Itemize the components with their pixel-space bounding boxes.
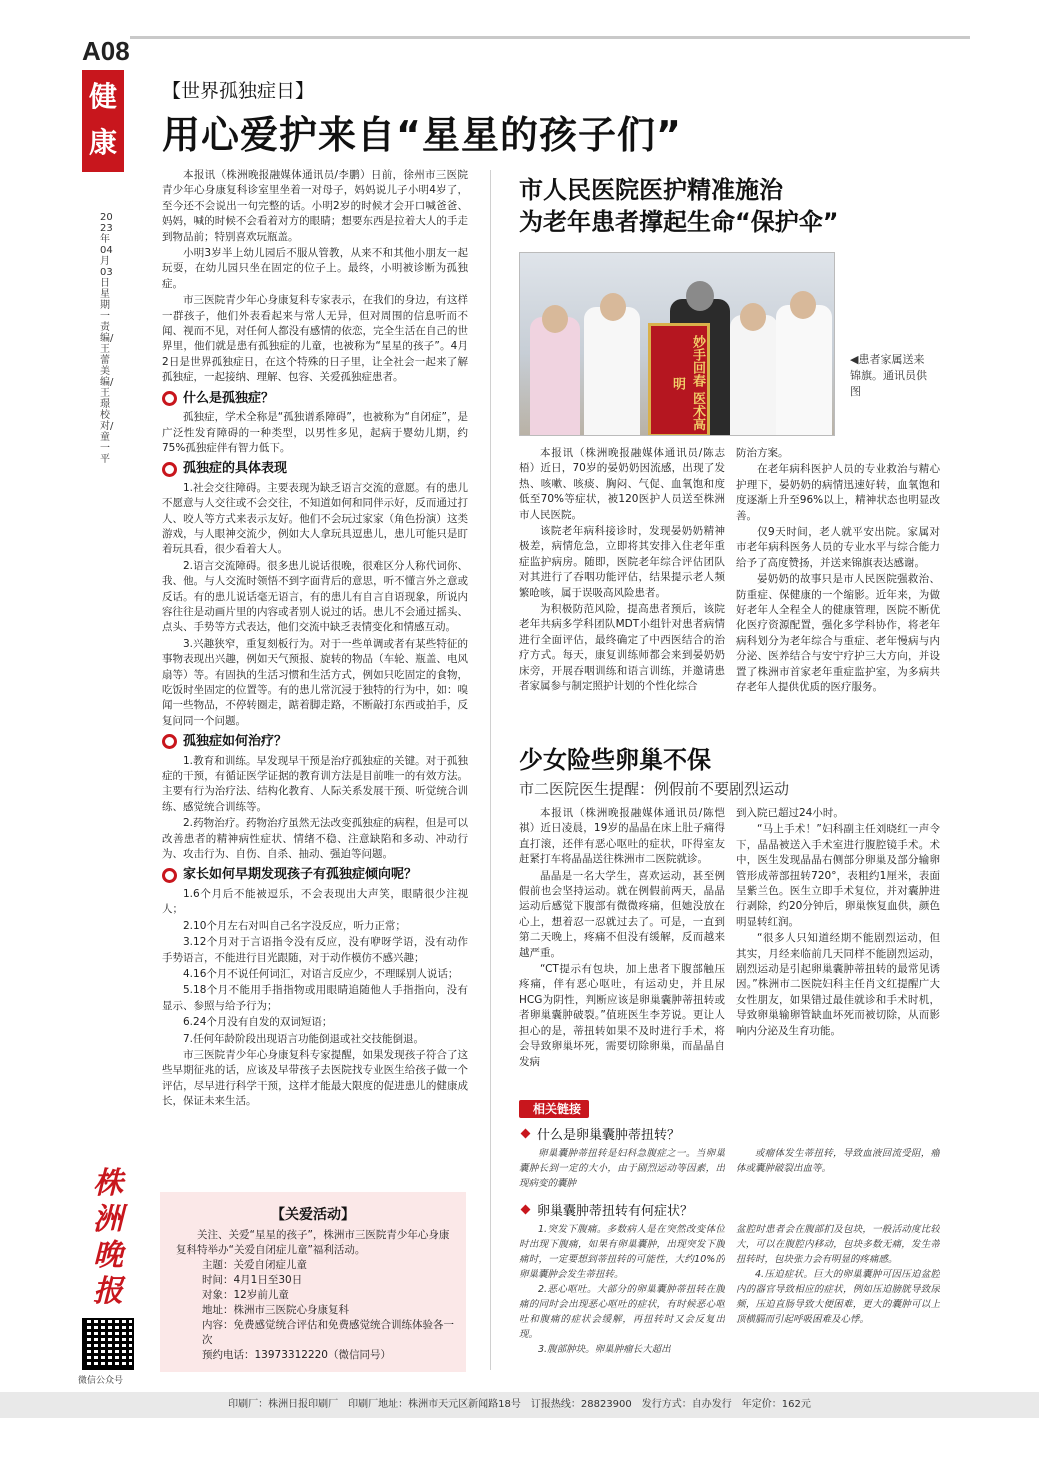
intro-paragraph: 市三医院青少年心身康复科专家表示，在我们的身边，有这样一群孩子，他们外表看起来与常人无异，但对周围的信息听而不闻、视而不见，对任何人都没有感情的依恋，完全生活在自己的世界里，他们就是患有孤独症的儿童，也被称为“星星的孩子”。4月2日是世界孤独症日，在这个特殊的日子里，让全社会一起来了解孤独症，一起接纳、理解、包容、关爱孤独症患者。 bbox=[162, 294, 468, 384]
qr-code-icon[interactable] bbox=[82, 1318, 134, 1370]
article2-col1 bbox=[519, 446, 725, 742]
paragraph: 2.语言交流障碍。很多患儿说话很晚，很难区分人称代词你、我、他。与人交流时领悟不到字面背后的意思，听不懂言外之意或反话。有的患儿说话毫无语言，有的患儿有自言自语现象，所说内容往往是动画片里的内容或者别人说过的话。患儿不会通过摇头、点头、手势等方式表达，他们交流中缺乏表情变化和情感互动。 bbox=[162, 559, 468, 634]
article3-subtitle: 市二医院医生提醒：例假前不要剧烈运动 bbox=[519, 780, 790, 798]
intro-paragraph: 本报讯（株洲晚报融媒体通讯员/李鹏）日前，徐州市三医院青少年心身康复科诊室里坐着一对母子，妈妈说儿子小明4岁了，至今还不会说出一句完整的话。小明2岁的时候才会开口喊爸爸、妈妈，喊的时候不会看着对方的眼睛；想要东西是拉着大人的手走到物品前；特别喜欢玩瓶盖。 bbox=[162, 169, 468, 243]
care-activity-line: 主题：关爱自闭症儿童 bbox=[202, 1259, 307, 1271]
section-heading: 家长如何早期发现孩子有孤独症倾向呢？ bbox=[162, 867, 468, 882]
photo-person bbox=[530, 317, 580, 435]
paragraph: “CT提示有包块，加上患者下腹部触压疼痛，伴有恶心呕吐，有运动史，并且尿HCG为阴性，判断应该是卵巢囊肿蒂扭转或者卵巢囊肿破裂。”值班医生李芳说。更让人担心的是，蒂扭转如果不及时进行手术，将会导致卵巢坏死，需要切除卵巢，而晶晶自发病 bbox=[519, 963, 725, 1068]
photo-person bbox=[730, 315, 778, 435]
related-answer-right bbox=[736, 1146, 940, 1194]
paragraph: 或瘤体发生蒂扭转，导致血液回流受阻，瘤体或囊肿破裂出血等。 bbox=[736, 1148, 940, 1174]
care-activity-line: 对象：12岁前儿童 bbox=[202, 1289, 289, 1301]
paragraph: 该院老年病科接诊时，发现晏奶奶精神极差，病情危急，立即将其安排入住老年重症监护病房。随即，医院老年综合评估团队对其进行了吞咽功能评估，结果提示老人频繁呛咳，属于误吸高风险患者。 bbox=[519, 525, 725, 599]
paragraph: 6.24个月没有自发的双词短语； bbox=[183, 1016, 333, 1029]
paragraph: 2.10个月左右对叫自己名字没反应，听力正常； bbox=[183, 919, 406, 932]
paragraph: 3.腹部肿块。卵巢肿瘤长大超出 bbox=[538, 1344, 671, 1355]
paragraph: 4.16个月不说任何词汇，对语言反应少，不理睬别人说话； bbox=[183, 967, 459, 980]
related-answer-left bbox=[519, 1146, 725, 1194]
newspaper-logo: 株洲晚报 bbox=[93, 1166, 123, 1309]
section-label: 健康 bbox=[82, 70, 124, 172]
care-activity-line: 时间：4月1日至30日 bbox=[202, 1274, 303, 1286]
circle-bullet-icon bbox=[162, 868, 177, 883]
paragraph: 防治方案。 bbox=[736, 447, 789, 459]
care-activity-body bbox=[160, 1224, 466, 1363]
care-activity-title: 【关爱活动】 bbox=[271, 1207, 355, 1223]
circle-bullet-icon bbox=[162, 462, 177, 477]
diamond-bullet-icon bbox=[521, 1129, 531, 1139]
paragraph: 到入院已超过24小时。 bbox=[736, 807, 844, 819]
paragraph: “很多人只知道经期不能剧烈运动，但其实，月经来临前几天同样不能剧烈运动，剧烈运动是引起卵巢囊肿蒂扭转的最常见诱因。”株洲市二医院妇科主任肖文红提醒广大女性朋友，如果错过最佳就诊和手术时机，导致卵巢输卵管缺血坏死而被切除，从而影响内分泌及生育功能。 bbox=[736, 932, 940, 1037]
article3-col1 bbox=[519, 806, 725, 1096]
article2-photo bbox=[519, 252, 835, 436]
paragraph: 本报讯（株洲晚报融媒体通讯员/陈恺祺）近日凌晨，19岁的晶晶在床上肚子痛得直打滚，还伴有恶心呕吐的症状，吓得室友赶紧打车将晶晶送往株洲市二医院就诊。 bbox=[519, 807, 725, 866]
paragraph: 4.压迫症状。巨大的卵巢囊肿可因压迫盆腔内的器官导致相应的症状，例如压迫膀胱导致尿频，压迫直肠导致大便困难，更大的囊肿可以上顶横膈而引起呼吸困难及心悸。 bbox=[736, 1269, 940, 1325]
photo-head bbox=[600, 293, 626, 321]
paragraph: 5.18个月不能用手指指物或用眼睛追随他人手指指向，没有显示、参照与给予行为； bbox=[162, 984, 468, 1012]
silk-banner: 妙手回春 医术高明 bbox=[648, 323, 710, 436]
related-question: 卵巢囊肿蒂扭转有何症状？ bbox=[522, 1200, 693, 1219]
paragraph: 1.突发下腹痛。多数病人是在突然改变体位时出现下腹痛，如果有卵巢囊肿，出现突发下腹痛时，一定要想到蒂扭转的可能性，大约10%的卵巢囊肿会发生蒂扭转。 bbox=[519, 1224, 725, 1280]
paragraph: 卵巢囊肿蒂扭转是妇科急腹症之一。当卵巢囊肿长到一定的大小，由于剧烈运动等因素，出现病变的囊肿 bbox=[519, 1148, 725, 1189]
article3-title: 少女险些卵巢不保 bbox=[519, 746, 711, 774]
page-title: 用心爱护来自“星星的孩子们” bbox=[162, 113, 682, 157]
care-activity-line: 内容：免费感觉统合评估和免费感觉统合训练体验各一次 bbox=[202, 1319, 454, 1346]
paragraph: 孤独症，学术全称是“孤独谱系障碍”，也被称为“自闭症”，是广泛性发育障碍的一种类型，以男性多见，起病于婴幼儿期，约75%孤独症伴有智力低下。 bbox=[162, 411, 468, 454]
diamond-bullet-icon bbox=[521, 1205, 531, 1215]
main-article-body bbox=[162, 168, 468, 1178]
photo-person bbox=[776, 305, 832, 435]
paragraph: 1.社会交往障碍。主要表现为缺乏语言交流的意愿。有的患儿不愿意与人交往或不会交往，不知道如何和同伴示好，反而通过打人、咬人等方式来表示友好。他们不会玩过家家（角色扮演）这类游戏，与人眼神交流少，例如大人拿玩具逗患儿，患儿可能只是盯着玩具看，很少看着大人。 bbox=[162, 481, 468, 556]
section-heading: 孤独症的具体表现 bbox=[162, 461, 468, 476]
paragraph: 在老年病科医护人员的专业救治与精心护理下，晏奶奶的病情迅速好转，血氧饱和度逐渐上升至96%以上，精神状态也明显改善。 bbox=[736, 463, 940, 522]
related-symptoms-left bbox=[519, 1222, 725, 1386]
article2-col2 bbox=[736, 446, 940, 742]
section-heading: 什么是孤独症？ bbox=[162, 391, 468, 406]
column-divider bbox=[490, 170, 491, 1370]
circle-bullet-icon bbox=[162, 391, 177, 406]
care-activity-line: 预约电话：13973312220（微信同号） bbox=[202, 1349, 391, 1361]
paragraph: 市三医院青少年心身康复科专家提醒，如果发现孩子符合了这些早期征兆的话，应该及早带孩子去医院找专业医生给孩子做一个评估，尽早进行科学干预，这样才能最大限度的促进患儿的健康成长，保证未来生活。 bbox=[162, 1048, 468, 1108]
paragraph: 3.兴趣狭窄，重复刻板行为。对于一些单调或者有某些特征的事物表现出兴趣，例如天气预报、旋转的物品（车轮、瓶盖、电风扇等）等。有固执的生活习惯和生活方式，例如只吃固定的食物，吃饭时坐固定的位置等。有的患儿常沉浸于独特的行为中，如：嗅闻一些物品，不停转圈走，踮着脚走路，不断敲打东西或拍手，反复问同一个问题。 bbox=[162, 637, 468, 727]
top-rule bbox=[130, 36, 970, 39]
page-number: A08 bbox=[82, 36, 130, 66]
article2-title: 市人民医院医护精准施治 为老年患者撑起生命“保护伞” bbox=[519, 176, 839, 236]
care-activity-box bbox=[160, 1192, 466, 1372]
photo-caption: ◀患者家属送来锦旗。通讯员供图 bbox=[850, 353, 927, 398]
photo-person bbox=[584, 307, 640, 435]
section-heading: 孤独症如何治疗？ bbox=[162, 734, 468, 749]
paragraph: 晏奶奶的故事只是市人民医院强救治、防重症、保健康的一个缩影。近年来，为做好老年人全程全人的健康管理，医院不断优化医疗资源配置，强化多学科协作，将老年病科划分为老年综合与重症、老年慢病与内分泌、医养结合与安宁疗护三大方向，并设置了株洲市首家老年重症监护室，为多病共存老年人提供优质的医疗服务。 bbox=[736, 573, 940, 694]
related-link-tag: 相关链接 bbox=[519, 1098, 589, 1117]
intro-paragraph: 小明3岁半上幼儿园后不服从管教，从来不和其他小朋友一起玩耍，在幼儿园只坐在固定的位子上。最终，小明被诊断为孤独症。 bbox=[162, 247, 468, 290]
paragraph: 2.药物治疗。药物治疗虽然无法改变孤独症的病程，但是可以改善患者的精神病性症状、情绪不稳、注意缺陷和多动、冲动行为、攻击行为、自伤、自杀、抽动、强迫等问题。 bbox=[162, 817, 468, 861]
paragraph: 1.教育和训练。早发现早干预是治疗孤独症的关键。对于孤独症的干预，有循证医学证据的教育训方法是目前唯一的有效方法。主要有行为治疗法、结构化教育、人际关系发展干预、听觉统合训练、感觉统合训练等。 bbox=[162, 754, 468, 813]
paragraph: 为积极防范风险，提高患者预后，该院老年共病多学科团队MDT小组针对患者病情进行全面评估，最终确定了中西医结合的治疗方式。每天，康复训练师都会来到晏奶奶床旁，开展吞咽训练和语言训练，并邀请患者家属参与制定照护计划的个性化综合 bbox=[519, 603, 725, 693]
paragraph: 盆腔时患者会在腹部扪及包块，一般活动度比较大，可以在腹腔内移动，包块多数无痛，发生蒂扭转时，包块张力会有明显的疼痛感。 bbox=[736, 1224, 940, 1265]
care-activity-line: 地址：株洲市三医院心身康复科 bbox=[202, 1304, 349, 1316]
related-question: 什么是卵巢囊肿蒂扭转？ bbox=[522, 1124, 680, 1143]
qr-label: 微信公众号 bbox=[78, 1376, 124, 1386]
related-symptoms-right bbox=[736, 1222, 940, 1386]
article-kicker: 【世界孤独症日】 bbox=[162, 80, 315, 102]
care-activity-lead: 关注、关爱“星星的孩子”，株洲市三医院青少年心身康复科特举办“关爱自闭症儿童”福利活动。 bbox=[176, 1229, 450, 1256]
paragraph: 本报讯（株洲晚报融媒体通讯员/陈志梧）近日，70岁的晏奶奶因流感，出现了发热、咳嗽、咳痰、胸闷、气促、血氧饱和度低至70%等症状，被120医护人员送至株洲市人民医院。 bbox=[519, 447, 725, 521]
photo-head bbox=[542, 305, 568, 333]
print-footer: 印刷厂：株洲日报印刷厂 印刷厂地址：株洲市天元区新闻路18号 订报热线：28823900 发行方式：自办发行 年定价：162元 bbox=[0, 1392, 1039, 1418]
article3-col2 bbox=[736, 806, 940, 1096]
paragraph: 1.6个月后不能被逗乐，不会表现出大声笑，眼睛很少注视人； bbox=[162, 887, 468, 916]
paragraph: “马上手术！”妇科副主任刘晓红一声令下，晶晶被送入手术室进行腹腔镜手术。术中，医生发现晶晶右侧部分卵巢及部分输卵管形成蒂部扭转720°，表粗约1厘米，表面呈紫兰色。医生立即手术复位，并对囊肿进行剥除，约20分钟后，卵巢恢复血供，颜色明显转红润。 bbox=[736, 823, 940, 928]
issue-meta: 2023年04月03日 星期一 责编/王蕾 美编/王璟 校对/童一平 bbox=[100, 212, 114, 465]
circle-bullet-icon bbox=[162, 734, 177, 749]
paragraph: 晶晶是一名大学生，喜欢运动，甚至例假前也会坚持运动。就在例假前两天，晶晶运动后感觉下腹部有微微疼痛，但她没放在心上，想着忍一忍就过去了。可是，一直到第二天晚上，疼痛不但没有缓解，反而越来越严重。 bbox=[519, 869, 725, 959]
paragraph: 3.12个月对于言语指令没有反应，没有咿呀学语，没有动作手势语言，不能进行目光跟随，对于动作模仿不感兴趣； bbox=[162, 936, 468, 964]
paragraph: 仅9天时间，老人就平安出院。家属对市老年病科医务人员的专业水平与综合能力给予了高度赞扬，并送来锦旗表达感谢。 bbox=[736, 526, 940, 569]
photo-head bbox=[790, 291, 816, 319]
paragraph: 7.任何年龄阶段出现语言功能倒退或社交技能倒退。 bbox=[183, 1032, 425, 1045]
photo-head bbox=[740, 303, 766, 331]
paragraph: 2.恶心呕吐。大部分的卵巢囊肿蒂扭转在腹痛的同时会出现恶心呕吐的症状，有时候恶心呕吐和腹痛的症状会缓解，再扭转时又会反复出现。 bbox=[519, 1284, 725, 1340]
photo-head bbox=[686, 281, 714, 311]
